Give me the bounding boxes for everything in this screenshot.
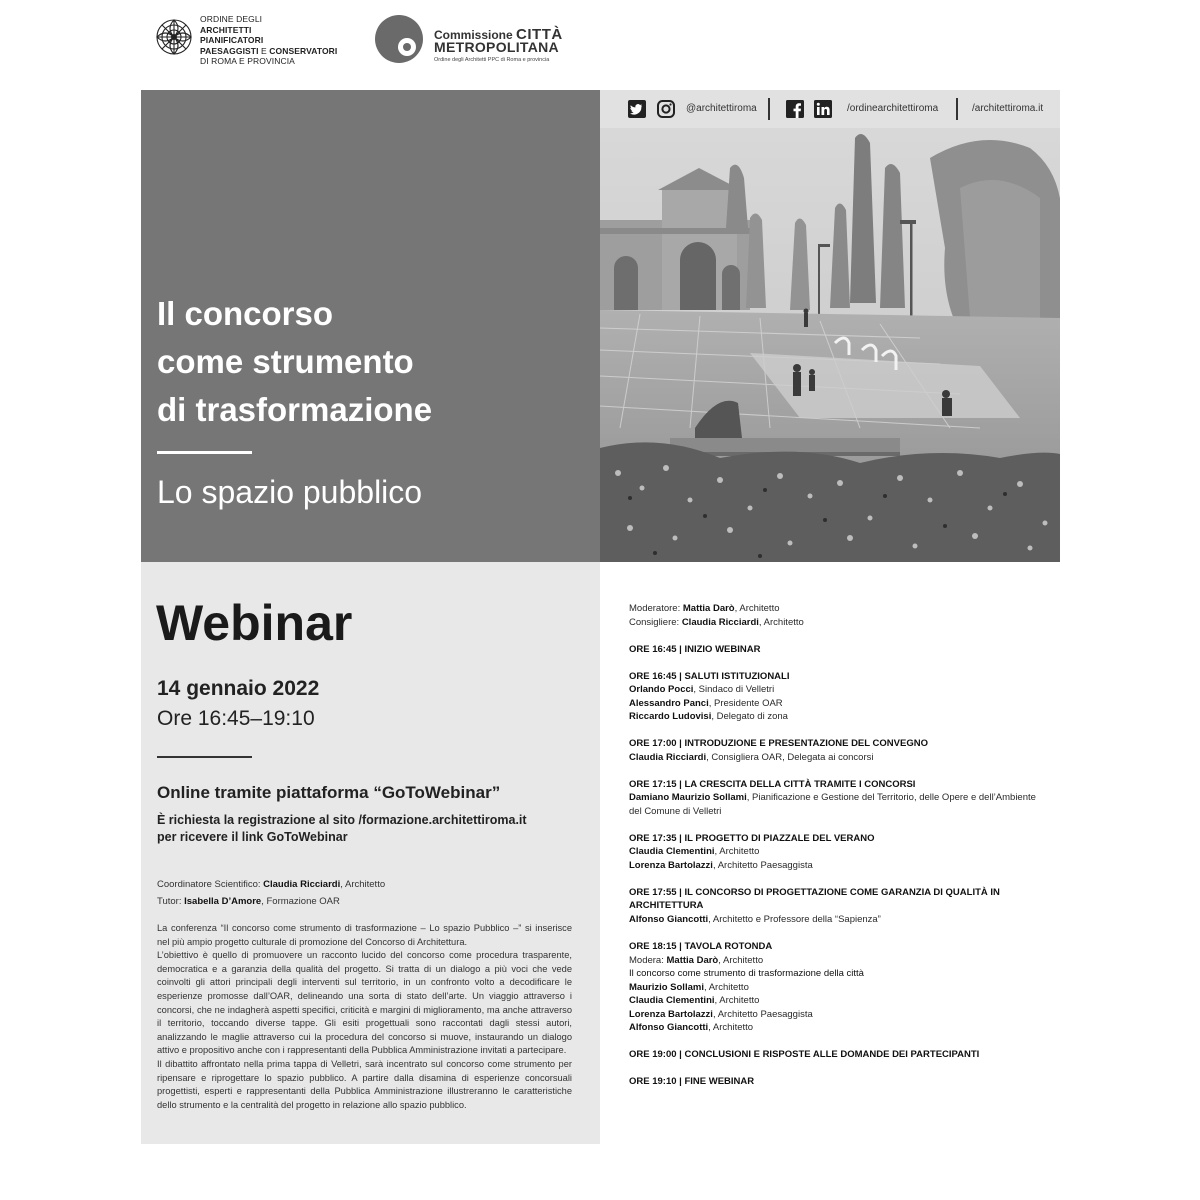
moderator-label: Moderatore:	[629, 603, 683, 614]
speaker-role: , Architetto e Professore della “Sapienza”	[708, 913, 881, 925]
event-description	[157, 922, 572, 1112]
session-heading-continued: ARCHITETTURA	[629, 900, 704, 911]
session-heading: ORE 18:15 | TAVOLA ROTONDA	[629, 941, 773, 952]
event-time: Ore 16:45–19:10	[157, 707, 315, 730]
registration-line-1: È richiesta la registrazione al sito /formazione.architettiroma.it	[157, 813, 527, 827]
speaker-name: Claudia Ricciardi	[629, 751, 707, 763]
ordine-architetti-logo	[155, 12, 355, 68]
circle-logo-icon	[374, 14, 424, 64]
speaker-role: , Architetto Paesaggista	[712, 1008, 813, 1020]
coordinator-name: Claudia Ricciardi	[263, 879, 341, 890]
moderator-label: Modera:	[629, 954, 667, 966]
event-subtitle: Lo spazio pubblico	[157, 474, 423, 510]
tutor-label: Tutor:	[157, 896, 185, 907]
speaker-line	[629, 981, 1054, 995]
title-line-2: come strumento	[157, 343, 414, 380]
councillor-name: Claudia Ricciardi	[681, 616, 759, 628]
social-bar	[600, 90, 1060, 128]
event-title	[157, 290, 587, 434]
title-line-3: di trasformazione	[157, 391, 433, 428]
speaker-name: Orlando Pocci	[629, 684, 694, 695]
logo1-line3: PIANIFICATORI	[200, 35, 264, 45]
roundtable-moderator-line	[629, 954, 1054, 968]
moderator-line	[629, 602, 1054, 616]
speaker-name: Alfonso Giancotti	[629, 913, 709, 925]
logo2-word3: METROPOLITANA	[434, 39, 559, 55]
speaker-role: , Architetto	[708, 1022, 754, 1033]
councillor-label: Consigliere:	[629, 616, 682, 628]
speaker-line	[629, 1008, 1054, 1022]
coordinator-line	[157, 879, 385, 890]
speaker-role: , Architetto Paesaggista	[712, 859, 813, 871]
speaker-line	[629, 859, 1054, 873]
registration-info	[157, 812, 527, 846]
session-heading: ORE 17:55 | IL CONCORSO DI PROGETTAZIONE COME GARANZIA DI QUALITÀ IN	[629, 886, 1000, 898]
speaker-role: , Architetto	[714, 995, 760, 1006]
speaker-role: , Architetto	[714, 846, 760, 857]
tutor-line	[157, 896, 340, 907]
facebook-handle[interactable]: /ordinearchitettiroma	[847, 103, 939, 114]
speaker-role: , Pianificazione e Gestione del Territorio, delle Opere e dell’Ambiente	[746, 792, 1036, 803]
coordinator-label: Coordinatore Scientifico:	[157, 879, 264, 890]
speaker-role: , Consigliera OAR, Delegata ai concorsi	[706, 751, 874, 763]
speaker-name: Riccardo Ludovisi	[629, 711, 712, 722]
speaker-line	[629, 791, 1054, 805]
session-heading: ORE 16:45 | SALUTI ISTITUZIONALI	[629, 670, 790, 682]
twitter-icon[interactable]	[628, 100, 646, 118]
plaza-render-illustration	[600, 128, 1060, 562]
session-heading: ORE 17:35 | IL PROGETTO DI PIAZZALE DEL VERANO	[629, 832, 875, 844]
speaker-role: , Architetto	[703, 981, 749, 993]
speaker-name: Damiano Maurizio Sollami	[629, 792, 747, 803]
moderator-name: Mattia Darò	[666, 954, 719, 966]
moderator-name: Mattia Darò	[682, 603, 735, 614]
description-paragraph: Il dibattito affrontato nella prima tappa di Velletri, sarà incentrato sul concorso come strumento per ripensare e riprogettare lo spazio pubblico. A partire dalla disamina di esperienze concorsuali progettisti, esperti e rappresentanti della Pubblica Amministrazione illustreranno le caratteristiche dello strumento e la centralità del progetto in relazione allo spazio pubblico.	[157, 1058, 572, 1110]
description-paragraph: La conferenza “Il concorso come strumento di trasformazione – Lo spazio Pubblico –” si inserisce nel più ampio progetto culturale di promozione del Concorso di Architettura.	[157, 923, 572, 947]
speaker-role-continued: del Comune di Velletri	[629, 805, 722, 817]
councillor-line	[629, 616, 1054, 630]
program-schedule	[629, 602, 1054, 1089]
speaker-name: Lorenza Bartolazzi	[629, 1008, 713, 1020]
speaker-line	[629, 697, 1054, 711]
instagram-handle[interactable]: @architettiroma	[686, 103, 757, 114]
speaker-name: Claudia Clementini	[629, 995, 715, 1006]
logo1-line1: ORDINE DEGLI	[200, 14, 263, 24]
speaker-name: Maurizio Sollami	[629, 981, 704, 993]
logo2-word2: CITTÀ	[516, 26, 563, 43]
title-line-1: Il concorso	[157, 295, 334, 332]
piazzale-verano-render-image	[600, 128, 1060, 562]
speaker-role: , Sindaco di Velletri	[693, 684, 775, 695]
speaker-name: Claudia Clementini	[629, 846, 715, 857]
registration-line-2: per ricevere il link GoToWebinar	[157, 830, 348, 844]
rosette-logo-icon	[155, 14, 193, 60]
speaker-role: , Presidente OAR	[708, 697, 783, 709]
tutor-role: , Formazione OAR	[261, 896, 340, 907]
social-separator	[768, 98, 770, 120]
session-heading: ORE 17:15 | LA CRESCITA DELLA CITTÀ TRAMITE I CONCORSI	[629, 778, 916, 790]
linkedin-icon[interactable]	[814, 100, 832, 118]
councillor-role: , Architetto	[758, 616, 804, 628]
speaker-line	[629, 710, 1054, 724]
logo2-tagline: Ordine degli Architetti PPC di Roma e provincia	[434, 57, 550, 63]
speaker-line	[629, 683, 1054, 697]
logo1-line4c: CONSERVATORI	[269, 45, 338, 56]
logo1-line4a: PAESAGGISTI	[200, 45, 259, 56]
logo1-line5: DI ROMA E PROVINCIA	[200, 56, 295, 66]
coordinator-role: , Architetto	[340, 879, 386, 890]
session-heading: ORE 19:10 | FINE WEBINAR	[629, 1076, 755, 1087]
tutor-name: Isabella D’Amore	[184, 896, 262, 907]
webinar-heading: Webinar	[156, 595, 353, 651]
logo1-line4b: E	[258, 45, 270, 56]
moderator-role: , Architetto	[734, 603, 780, 614]
speaker-line	[629, 913, 1054, 927]
social-separator	[956, 98, 958, 120]
roundtable-topic: Il concorso come strumento di trasformazione della città	[629, 968, 864, 979]
logo2-word1: Commissione	[434, 28, 513, 42]
session-heading: ORE 16:45 | INIZIO WEBINAR	[629, 643, 761, 655]
speaker-role: , Delegato di zona	[711, 711, 788, 722]
instagram-icon[interactable]	[657, 100, 675, 118]
logo1-line2: ARCHITETTI	[200, 24, 252, 35]
speaker-line	[629, 845, 1054, 859]
speaker-name: Alessandro Panci	[629, 697, 709, 709]
event-date: 14 gennaio 2022	[157, 677, 320, 700]
description-paragraph: L’obiettivo è quello di promuovere un racconto lucido del concorso come procedura trasparente, democratica e a garanzia della qualità del progetto. Si tratta di un dialogo a più voci che vede coinvolti gli attori principali degli interventi sul territorio, in un confronto volto a decodificare le esperienze promosse dall’OAR, delineando una sorta di stato dell’arte. Un viaggio attraverso i concorsi, che ne indagherà aspetti specifici, criticità e margini di miglioramento, ma anche attraverso il territorio, toccando diverse tappe. Gli esiti progettuali sono raccontati dagli stessi autori, analizzando le maglie attraverso cui la procedura del concorso si muove, instaurando un dialogo attivo e propositivo anche con i rappresentanti della Pubblica Amministrazione invitati a partecipare.	[157, 950, 572, 1056]
details-divider	[157, 756, 252, 758]
title-divider	[157, 451, 252, 454]
speaker-name: Lorenza Bartolazzi	[629, 859, 713, 871]
speaker-name: Alfonso Giancotti	[629, 1022, 709, 1033]
speaker-line	[629, 994, 1054, 1008]
session-heading: ORE 17:00 | INTRODUZIONE E PRESENTAZIONE DEL CONVEGNO	[629, 738, 928, 749]
facebook-icon[interactable]	[786, 100, 804, 118]
online-platform: Online tramite piattaforma “GoToWebinar”	[157, 783, 501, 802]
speaker-line	[629, 751, 1054, 765]
website-link[interactable]: /architettiroma.it	[972, 103, 1044, 114]
session-heading: ORE 19:00 | CONCLUSIONI E RISPOSTE ALLE DOMANDE DEI PARTECIPANTI	[629, 1049, 980, 1060]
moderator-role: , Architetto	[718, 954, 764, 966]
speaker-line	[629, 1021, 1054, 1035]
commissione-citta-metropolitana-logo	[374, 12, 574, 68]
